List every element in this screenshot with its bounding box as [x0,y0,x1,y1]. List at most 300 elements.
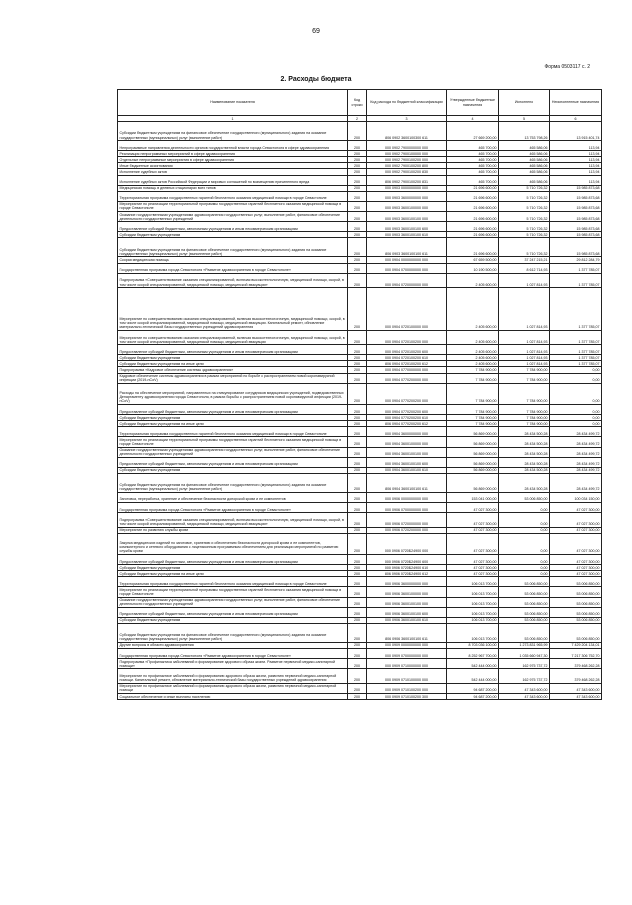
row-executed: 8 612 714,93 [499,263,550,273]
row-unexecuted: 53 006 850,00 [550,587,602,597]
row-line-code: 200 [348,597,367,607]
row-line-code: 200 [348,122,367,141]
row-name: Отдельные непрограммные мероприятия в сфере здравоохранения [118,157,348,163]
table-row [118,683,602,693]
row-name: Мероприятие по профилактике заболеваний и формированию здорового образа жизни, развитию первичной медико-санитарной помощи. Капитальный ремонт, обновление материально-технической базы государственных учреждений здравоохранения [118,669,348,684]
row-budget-code: 000 0906 0720Б24900 600 [367,555,447,565]
row-unexecuted: 113,94 [550,141,602,151]
row-name: Подпрограмма «Совершенствование оказания специализированной, включая высокотехнологичную, медицинской помощи, скорой, в том числе скорой специализированной, медицинской помощи, медицинской эвакуации» [118,513,348,528]
row-line-code: 200 [348,212,367,222]
row-line-code: 200 [348,694,367,700]
row-budget-code: 000 0904 0770200200 600 [367,405,447,415]
row-name: Мероприятие по реализации территориальной программы государственных гарантий бесплатного оказания медицинской помощи в городе Севастополе [118,201,348,211]
row-budget-code: 000 0904 0720100200 600 [367,345,447,355]
row-line-code: 200 [348,238,367,257]
row-approved: 56 869 000,00 [447,473,499,492]
table-row [118,649,602,659]
table-row [118,273,602,288]
row-approved: 27 669 200,00 [447,122,499,141]
column-header-code: Код расхода по бюджетной классификации [367,90,447,116]
row-line-code: 200 [348,201,367,211]
row-executed: 53 006 850,00 [499,587,550,597]
row-executed: 28 434 500,28 [499,427,550,437]
row-budget-code: 000 0906 0720Б24900 000 [367,533,447,554]
row-approved: 94 687 200,00 [447,694,499,700]
row-approved: 47 027 300,00 [447,503,499,513]
row-executed: 465 586,06 [499,163,550,169]
row-name: Оказание государственными учреждениями здравоохранения государственных услуг, выполнение работ, финансовое обеспечение деятельности государственных учреждений [118,212,348,222]
row-budget-code: 806 0904 3600100100 611 [367,473,447,492]
table-row [118,533,602,554]
row-approved: 542 444 000,00 [447,659,499,669]
row-budget-code: 000 0904 0720100200 610 [367,355,447,361]
row-budget-code: 000 0903 3600100100 000 [367,212,447,222]
row-unexecuted: 47 027 300,00 [550,571,602,577]
row-unexecuted: 15 985 873,68 [550,232,602,238]
row-approved: 153 041 000,00 [447,492,499,502]
row-executed: 0,00 [499,565,550,571]
row-budget-code: 000 0904 3600100100 000 [367,447,447,457]
table-row [118,238,602,257]
row-line-code: 200 [348,447,367,457]
table-row [118,288,602,331]
column-header-approved: Утвержденные бюджетные назначения [447,90,499,116]
row-name: Субсидии бюджетным учреждениям [118,232,348,238]
row-name: Мероприятие по реализации территориальной программы государственных гарантий бесплатного оказания медицинской помощи в городе Севастополе [118,587,348,597]
row-executed: 162 975 737,72 [499,659,550,669]
row-unexecuted: 0,00 [550,367,602,373]
row-unexecuted: 29 812 284,79 [550,257,602,263]
row-approved: 2 405 600,00 [447,288,499,331]
column-index: 6 [550,116,602,122]
row-executed: 5 710 726,32 [499,191,550,201]
row-budget-code: 000 0904 3600100100 610 [367,467,447,473]
table-row [118,447,602,457]
row-line-code: 200 [348,405,367,415]
row-line-code: 200 [348,273,367,288]
row-budget-code: 000 0906 0000000000 000 [367,492,447,502]
row-approved: 7 784 900,00 [447,421,499,427]
row-executed: 47 343 600,00 [499,683,550,693]
row-line-code: 200 [348,288,367,331]
row-executed: 5 710 726,32 [499,238,550,257]
row-executed: 0,00 [499,503,550,513]
row-executed: 5 710 726,32 [499,185,550,191]
row-executed: 1 027 814,93 [499,330,550,345]
row-budget-code: 000 0902 7900100200 830 [367,169,447,175]
row-name: Государственная программа города Севастополя «Развитие здравоохранения в городе Севастополе» [118,649,348,659]
row-approved: 106 013 700,00 [447,597,499,607]
row-approved: 7 784 900,00 [447,367,499,373]
table-row [118,201,602,211]
table-row [118,669,602,684]
row-approved: 94 687 200,00 [447,683,499,693]
row-approved: 7 784 900,00 [447,373,499,383]
row-budget-code: 000 0906 3600100100 610 [367,617,447,623]
row-name: Другие вопросы в области здравоохранения [118,642,348,648]
row-executed: 13 753 798,26 [499,122,550,141]
row-budget-code: 000 0906 3600100100 000 [367,597,447,607]
row-budget-code: 000 0906 0720Б24900 610 [367,565,447,571]
row-unexecuted: 47 027 300,00 [550,503,602,513]
row-name: Субсидии бюджетным учреждениям на финансовое обеспечение государственного (муниципального) задания на оказание государственных (муниципальных) услуг (выполнение работ) [118,473,348,492]
row-unexecuted: 15 985 873,68 [550,185,602,191]
row-executed: 0,00 [499,527,550,533]
row-unexecuted: 15 985 873,68 [550,212,602,222]
row-approved: 56 869 000,00 [447,447,499,457]
row-approved: 465 700,00 [447,169,499,175]
row-line-code: 200 [348,492,367,502]
row-name: Территориальная программа государственных гарантий бесплатного оказания медицинской помощи в городе Севастополе [118,191,348,201]
table-row [118,607,602,617]
row-name: Закупка медицинских изделий по заготовке, хранению и обеспечению безопасности донорской крови и ее компонентов, компьютерного и сетевого оборудования с лицензионным программным обеспечением для реализации мероприятий по развитию службы крови [118,533,348,554]
row-budget-code: 000 0903 3600100100 610 [367,232,447,238]
table-row [118,191,602,201]
table-row [118,503,602,513]
column-header-unexecuted: Неисполненные назначения [550,90,602,116]
row-line-code: 200 [348,467,367,473]
row-executed: 37 247 215,21 [499,257,550,263]
row-name: Непрограммные направления деятельности органов государственной власти города Севастополя в сфере здравоохранения [118,141,348,151]
row-line-code: 200 [348,503,367,513]
row-line-code: 200 [348,669,367,684]
row-executed: 465 586,06 [499,141,550,151]
row-line-code: 200 [348,367,367,373]
row-line-code: 200 [348,141,367,151]
row-budget-code: 000 0902 7900000000 000 [367,141,447,151]
row-line-code: 200 [348,565,367,571]
row-executed: 1 027 814,93 [499,361,550,367]
row-name: Субсидии бюджетным учреждениям на иные цели [118,361,348,367]
row-budget-code: 806 0906 0720Б24900 612 [367,571,447,577]
row-budget-code: 806 0903 3600100100 611 [367,238,447,257]
row-executed: 53 006 850,00 [499,617,550,623]
table-row [118,427,602,437]
row-unexecuted: 113,94 [550,157,602,163]
row-approved: 56 869 000,00 [447,467,499,473]
row-approved: 106 013 700,00 [447,623,499,642]
row-approved: 67 659 500,00 [447,257,499,263]
row-name: Предоставление субсидий бюджетным, автономным учреждениям и иным некоммерческим организациям [118,345,348,355]
row-approved: 21 696 600,00 [447,185,499,191]
row-name: Расходы на обеспечение мероприятий, направленных на стимулирование сотрудников медицинских учреждений, подведомственных Департаменту здравоохранения города Севастополя, в рамках борьбы с распространением новой коронавирусной инфекции (2019-nCoV) [118,383,348,404]
row-executed: 7 784 900,00 [499,415,550,421]
row-approved: 2 405 600,00 [447,355,499,361]
row-executed: 465 586,06 [499,169,550,175]
row-budget-code: 000 0903 3600000000 000 [367,191,447,201]
row-line-code: 200 [348,659,367,669]
column-index: 3 [367,116,447,122]
table-row [118,122,602,141]
row-unexecuted: 53 006 850,00 [550,617,602,623]
row-executed: 53 006 850,00 [499,492,550,502]
row-budget-code: 000 0906 0700000000 000 [367,503,447,513]
row-approved: 47 027 300,00 [447,555,499,565]
row-name: Государственная программа города Севастополя «Развитие здравоохранения в городе Севастополе» [118,263,348,273]
row-unexecuted: 7 217 306 752,70 [550,649,602,659]
row-name: Оказание государственными учреждениями здравоохранения государственных услуг, выполнение работ, финансовое обеспечение деятельности государственных учреждений [118,597,348,607]
row-name: Территориальная программа государственных гарантий бесплатного оказания медицинской помощи в городе Севастополе [118,577,348,587]
table-row [118,623,602,642]
row-executed: 28 434 500,28 [499,457,550,467]
row-approved: 465 700,00 [447,157,499,163]
table-row [118,555,602,565]
row-line-code: 200 [348,263,367,273]
row-name: Субсидии бюджетным учреждениям [118,467,348,473]
row-unexecuted: 113,94 [550,175,602,185]
table-row [118,212,602,222]
row-approved: 106 013 700,00 [447,617,499,623]
row-budget-code: 000 0904 0700000000 000 [367,263,447,273]
row-line-code: 200 [348,683,367,693]
row-name: Скорая медицинская помощь [118,257,348,263]
row-executed: 1 273 831 965,99 [499,642,550,648]
row-budget-code: 000 0904 0770200200 000 [367,383,447,404]
row-line-code: 200 [348,457,367,467]
row-unexecuted: 0,00 [550,421,602,427]
row-unexecuted: 1 377 785,07 [550,361,602,367]
row-budget-code: 000 0904 3600000000 000 [367,427,447,437]
row-unexecuted: 0,00 [550,383,602,404]
row-line-code: 200 [348,437,367,447]
column-index: 4 [447,116,499,122]
row-budget-code: 000 0904 0770000000 000 [367,367,447,373]
row-line-code: 200 [348,383,367,404]
row-unexecuted: 47 343 600,00 [550,683,602,693]
row-line-code: 200 [348,151,367,157]
row-approved: 465 700,00 [447,141,499,151]
row-budget-code: 000 0906 3600100000 000 [367,587,447,597]
row-executed: 53 006 850,00 [499,577,550,587]
row-line-code: 200 [348,555,367,565]
row-approved: 106 013 700,00 [447,577,499,587]
row-name: Предоставление субсидий бюджетным, автономным учреждениям и иным некоммерческим организациям [118,457,348,467]
table-row [118,597,602,607]
row-budget-code: 000 0909 0710000000 000 [367,659,447,669]
row-name: Подпрограмма «Кадровое обеспечение системы здравоохранения» [118,367,348,373]
row-unexecuted: 1 377 785,07 [550,273,602,288]
row-name: Мероприятие по профилактике заболеваний и формированию здорового образа жизни, развитию первичной медико-санитарной помощи [118,683,348,693]
row-unexecuted: 53 006 850,00 [550,607,602,617]
column-index: 2 [348,116,367,122]
row-approved: 56 869 000,00 [447,457,499,467]
table-row [118,587,602,597]
row-line-code: 200 [348,191,367,201]
row-line-code: 200 [348,222,367,232]
row-approved: 21 696 600,00 [447,191,499,201]
row-line-code: 200 [348,607,367,617]
row-executed: 5 710 726,32 [499,222,550,232]
row-executed: 5 710 726,32 [499,201,550,211]
row-name: Подпрограмма «Совершенствование оказания специализированной, включая высокотехнологичную, медицинской помощи, скорой, в том числе скорой специализированной, медицинской помощи, медицинской эвакуации» [118,273,348,288]
row-line-code: 200 [348,330,367,345]
row-name: Субсидии бюджетным учреждениям [118,355,348,361]
row-approved: 47 027 300,00 [447,565,499,571]
row-name: Субсидии бюджетным учреждениям на финансовое обеспечение государственного (муниципального) задания на оказание государственных (муниципальных) услуг (выполнение работ) [118,238,348,257]
row-executed: 5 710 726,32 [499,232,550,238]
row-unexecuted: 0,00 [550,415,602,421]
row-executed: 28 434 500,28 [499,437,550,447]
row-executed: 47 343 600,00 [499,694,550,700]
row-name: Субсидии бюджетным учреждениям на финансовое обеспечение государственного (муниципального) задания на оказание государственных (муниципальных) услуг (выполнение работ) [118,122,348,141]
row-line-code: 200 [348,232,367,238]
table-row [118,513,602,528]
row-approved: 21 696 600,00 [447,212,499,222]
row-unexecuted: 7 429 204 134,01 [550,642,602,648]
row-unexecuted: 1 377 785,07 [550,288,602,331]
column-header-line: Код строки [348,90,367,116]
row-unexecuted: 1 377 785,07 [550,355,602,361]
row-budget-code: 000 0904 0770200200 610 [367,415,447,421]
row-budget-code: 806 0906 3600100100 611 [367,623,447,642]
row-budget-code: 000 0904 0720000000 000 [367,273,447,288]
row-unexecuted: 47 027 300,00 [550,565,602,571]
row-unexecuted: 1 377 785,07 [550,345,602,355]
row-unexecuted: 28 434 499,72 [550,473,602,492]
row-executed: 7 784 900,00 [499,405,550,415]
row-budget-code: 000 0909 0000000000 000 [367,642,447,648]
table-row [118,437,602,447]
row-approved: 465 700,00 [447,175,499,185]
row-name: Субсидии бюджетным учреждениям на иные цели [118,421,348,427]
row-unexecuted: 28 434 499,72 [550,457,602,467]
row-executed: 0,00 [499,555,550,565]
row-unexecuted: 47 027 300,00 [550,555,602,565]
row-unexecuted: 53 006 850,00 [550,597,602,607]
row-executed: 1 027 814,93 [499,273,550,288]
row-unexecuted: 379 468 262,28 [550,669,602,684]
row-unexecuted: 113,94 [550,151,602,157]
row-budget-code: 000 0909 0710100000 000 [367,669,447,684]
row-name: Предоставление субсидий бюджетным, автономным учреждениям и иным некоммерческим организациям [118,222,348,232]
row-unexecuted: 28 434 499,72 [550,447,602,457]
row-name: Исполнение судебных актов Российской Федерации и мировых соглашений по возмещению причиненного вреда [118,175,348,185]
row-line-code: 200 [348,623,367,642]
row-unexecuted: 53 006 850,00 [550,623,602,642]
row-approved: 8 252 967 700,00 [447,649,499,659]
row-budget-code: 000 0902 7900100200 800 [367,163,447,169]
column-index: 5 [499,116,550,122]
row-unexecuted: 47 027 300,00 [550,513,602,528]
row-budget-code: 000 0902 7900100200 000 [367,157,447,163]
row-budget-code: 806 0902 3600100300 611 [367,122,447,141]
row-executed: 162 975 737,72 [499,669,550,684]
row-budget-code: 000 0903 0000000000 000 [367,185,447,191]
row-name: Исполнение судебных актов [118,169,348,175]
row-approved: 465 700,00 [447,151,499,157]
row-line-code: 200 [348,163,367,169]
row-executed: 53 006 850,00 [499,597,550,607]
row-executed: 7 784 900,00 [499,367,550,373]
row-name: Реализация непрограммных мероприятий в сфере здравоохранения [118,151,348,157]
row-unexecuted: 47 027 300,00 [550,533,602,554]
row-approved: 465 700,00 [447,163,499,169]
row-line-code: 200 [348,175,367,185]
row-executed: 1 027 814,93 [499,355,550,361]
row-unexecuted: 0,00 [550,405,602,415]
row-line-code: 200 [348,577,367,587]
row-line-code: 200 [348,355,367,361]
row-executed: 465 586,06 [499,151,550,157]
row-name: Субсидии бюджетным учреждениям на финансовое обеспечение государственного (муниципального) задания на оказание государственных (муниципальных) услуг (выполнение работ) [118,623,348,642]
row-line-code: 200 [348,345,367,355]
row-approved: 542 444 000,00 [447,669,499,684]
table-row [118,694,602,700]
row-name: Мероприятие по совершенствованию оказания специализированной, включая высокотехнологичную, медицинской помощи, скорой, в том числе скорой специализированной, медицинской помощи, медицинской эвакуации. Капитальный ремонт, обновление материально-технической базы государственных учреждений здравоохранения [118,288,348,331]
table-row [118,457,602,467]
row-approved: 56 869 000,00 [447,437,499,447]
row-executed: 53 006 850,00 [499,607,550,617]
row-line-code: 200 [348,427,367,437]
row-line-code: 200 [348,617,367,623]
row-name: Субсидии бюджетным учреждениям [118,617,348,623]
row-name: Субсидии бюджетным учреждениям на иные цели [118,571,348,577]
row-unexecuted: 47 027 300,00 [550,527,602,533]
row-name: Субсидии бюджетным учреждениям [118,415,348,421]
row-line-code: 200 [348,527,367,533]
row-unexecuted: 15 985 873,68 [550,201,602,211]
row-budget-code: 000 0909 0710100200 000 [367,683,447,693]
row-approved: 2 405 600,00 [447,330,499,345]
column-header-name: Наименование показателя [118,90,348,116]
row-budget-code: 000 0909 0710100200 300 [367,694,447,700]
row-executed: 7 784 900,00 [499,373,550,383]
row-approved: 56 869 000,00 [447,427,499,437]
row-name: Социальное обеспечение и иные выплаты населению [118,694,348,700]
row-executed: 28 434 500,28 [499,467,550,473]
row-line-code: 200 [348,415,367,421]
row-executed: 7 784 900,00 [499,421,550,427]
row-name: Заготовка, переработка, хранение и обеспечение безопасности донорской крови и ее компонентов [118,492,348,502]
row-budget-code: 000 0904 0770200000 000 [367,373,447,383]
row-approved: 10 190 500,00 [447,263,499,273]
row-name: Предоставление субсидий бюджетным, автономным учреждениям и иным некоммерческим организациям [118,555,348,565]
row-line-code: 200 [348,373,367,383]
row-unexecuted: 0,00 [550,373,602,383]
row-line-code: 200 [348,473,367,492]
row-line-code: 200 [348,361,367,367]
row-budget-code: 000 0904 0720100000 000 [367,288,447,331]
row-budget-code: 000 0906 3600100100 600 [367,607,447,617]
row-approved: 8 703 036 100,00 [447,642,499,648]
row-unexecuted: 53 006 850,00 [550,577,602,587]
table-row [118,577,602,587]
row-line-code: 200 [348,421,367,427]
row-line-code: 200 [348,571,367,577]
row-approved: 21 696 600,00 [447,232,499,238]
row-unexecuted: 1 377 785,07 [550,263,602,273]
row-unexecuted: 28 434 499,72 [550,467,602,473]
row-executed: 0,00 [499,533,550,554]
row-budget-code: 806 0904 0770200200 612 [367,421,447,427]
row-approved: 2 405 600,00 [447,345,499,355]
row-line-code: 200 [348,649,367,659]
row-approved: 21 696 600,00 [447,201,499,211]
row-approved: 106 013 700,00 [447,587,499,597]
row-line-code: 200 [348,257,367,263]
row-unexecuted: 113,94 [550,163,602,169]
row-approved: 47 027 300,00 [447,527,499,533]
table-row [118,175,602,185]
row-budget-code: 000 0903 3600100100 600 [367,222,447,232]
row-unexecuted: 113,94 [550,169,602,175]
table-row [118,492,602,502]
row-name: Медицинская помощь в дневных стационарах всех типов [118,185,348,191]
row-name: Кадровое обеспечение системы здравоохранения в рамках мероприятий по борьбе с распространением новой коронавирусной инфекции (2019-nCoV) [118,373,348,383]
row-name: Субсидии бюджетным учреждениям [118,565,348,571]
row-line-code: 200 [348,185,367,191]
row-line-code: 200 [348,157,367,163]
